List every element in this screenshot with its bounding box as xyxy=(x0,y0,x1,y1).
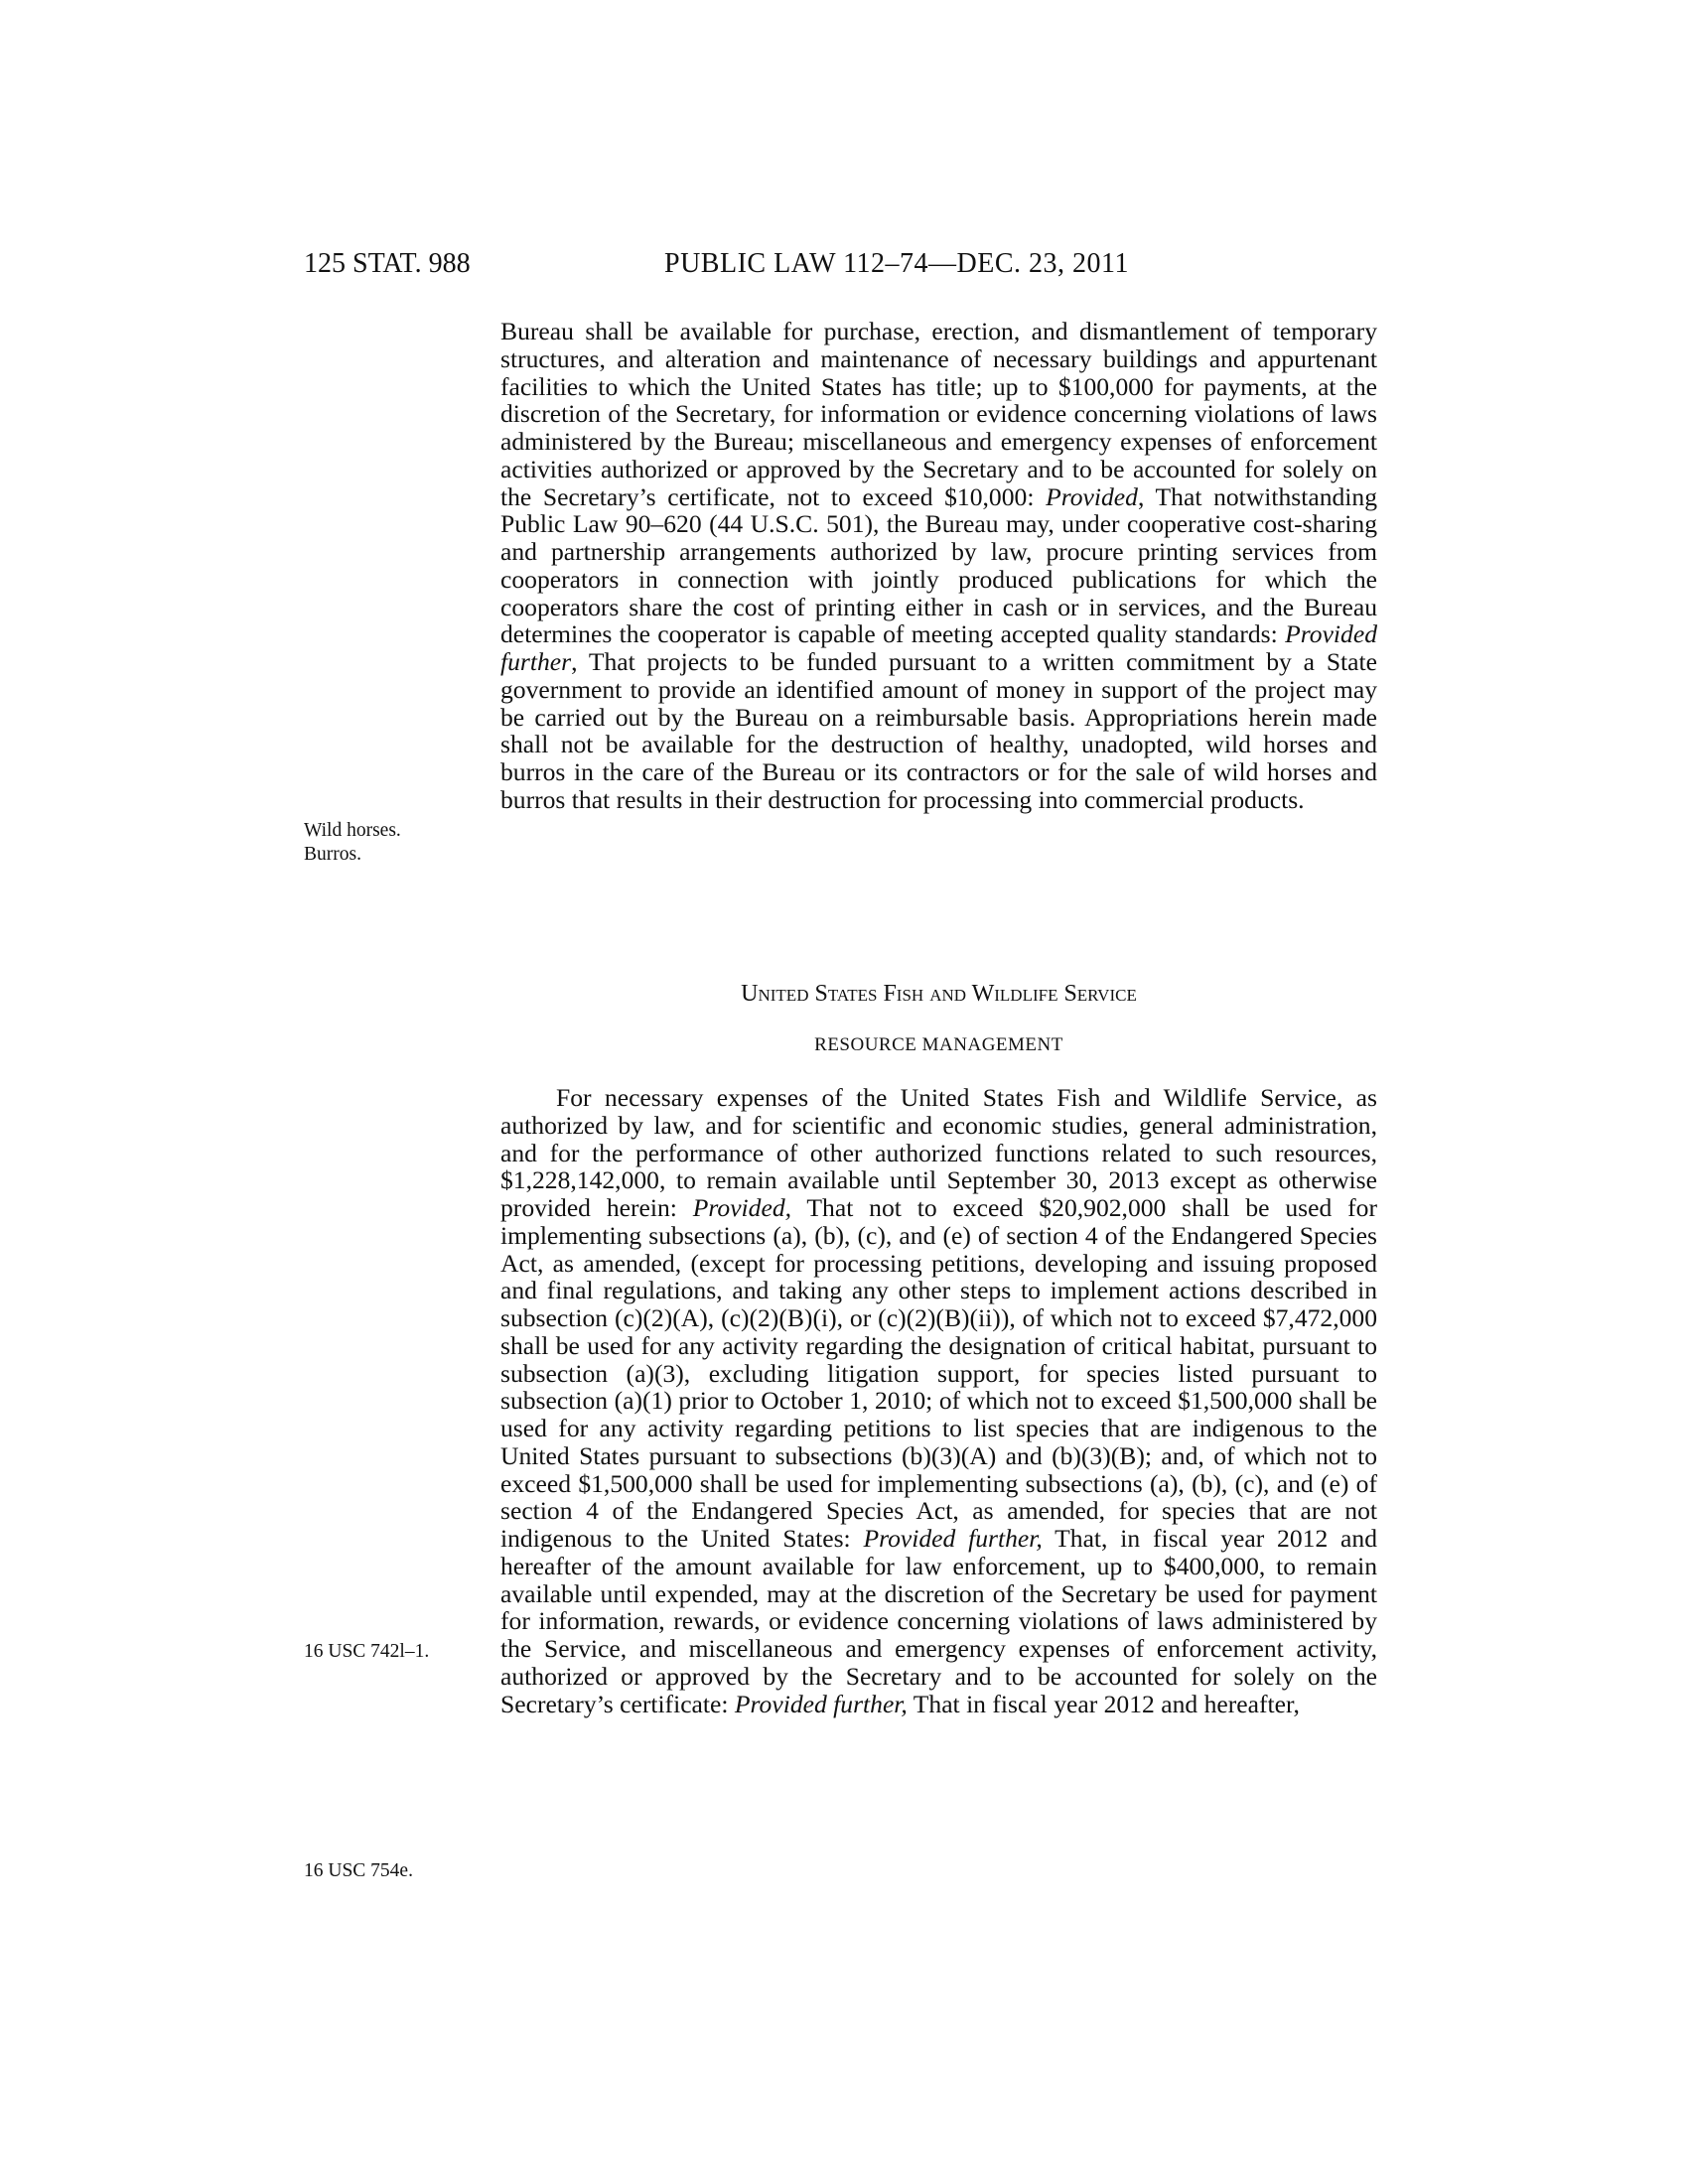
text-run: That in fiscal year 2012 and hereafter, xyxy=(907,1689,1300,1718)
agency-heading: United States Fish and Wildlife Service xyxy=(741,981,1137,1007)
text-run: , That notwithstanding Public Law 90–620 (44 U.S.C. 501), the Bureau may, under cooperative cost-sharing and partnership arrangements authorized by law, procure printing services from cooperators in connection with jointly produced publications for which the cooperators share the cost of printing either in cash or in services, and the Bureau determines the cooperator is capable of meeting accepted quality standards: xyxy=(500,481,1378,649)
provided-proviso: Provided, xyxy=(692,1193,792,1222)
text-run: , That projects to be funded pursuant to a written commitment by a State government to provide an identified amount of money in support of the project may be carried out by the Bureau on a reimbursable basis. Appropriations herein made shall not be available for the destruction of healthy, unadopted, wild horses and burros in the care of the Bureau or its contractors or for the sale of wild horses and burros that results in their destruction for processing into commercial products. xyxy=(500,647,1377,814)
stat-page-number: 125 STAT. 988 xyxy=(304,248,471,279)
page-header xyxy=(304,246,1377,282)
provided-proviso: Provided xyxy=(1046,481,1138,511)
bureau-paragraph xyxy=(500,318,1377,814)
provided-further-proviso: Provided further, xyxy=(734,1689,908,1718)
provided-further-proviso: Provided further xyxy=(500,619,1377,676)
account-heading: RESOURCE MANAGEMENT xyxy=(814,1034,1063,1055)
margin-note-wild-horses: Wild horses. xyxy=(304,820,401,841)
margin-note-usc-742l: 16 USC 742l–1. xyxy=(304,1641,430,1662)
text-run: That, in fiscal year 2012 and hereafter of the amount available for law enforcement, up to $400,000, to remain available until expended, may at the discretion of the Secretary be used for payment for information, rewards, or evidence concerning violations of laws administered by the Service, and miscellaneous and emergency expenses of enforcement activity, authorized or approved by the Secretary and to be accounted for solely on the Secretary’s certificate: xyxy=(500,1524,1377,1718)
text-run: For necessary expenses of the United States Fish and Wildlife Service, as authorized by law, and for scientific and economic studies, general administration, and for the performance of other authorized functions related to such resources, $1,228,142,000, to remain available until September 30, 2013 except as otherwise provided herein: xyxy=(500,1083,1377,1222)
margin-note-wild-horses-burros xyxy=(304,819,401,867)
resource-management-paragraph xyxy=(500,1084,1377,1717)
text-run: That not to exceed $20,902,000 shall be used for implementing subsections (a), (b), (c), and (e) of section 4 of the Endangered Species Act, as amended, (except for processing petitions, developing and issuing proposed and final regulations, and taking any other steps to implement actions described in subsection (c)(2)(A), (c)(2)(B)(i), or (c)(2)(B)(ii)), of which not to exceed $7,472,000 shall be used for any activity regarding the designation of critical habitat, pursuant to subsection (a)(3), excluding litigation support, for species listed pursuant to subsection (a)(1) prior to October 1, 2010; of which not to exceed $1,500,000 shall be used for any activity regarding petitions to list species that are indigenous to the United States pursuant to subsections (b)(3)(A) and (b)(3)(B); and, of which not to exceed $1,500,000 shall be used for implementing subsections (a), (b), (c), and (e) of section 4 of the Endangered Species Act, as amended, for species that are not indigenous to the United States: xyxy=(500,1193,1377,1553)
margin-note-burros: Burros. xyxy=(304,844,361,865)
margin-note-usc-754e: 16 USC 754e. xyxy=(304,1860,413,1881)
text-run: Bureau shall be available for purchase, erection, and dismantlement of temporary structures, and alteration and maintenance of necessary buildings and appurtenant facilities to which the United States has title; up to $100,000 for payments, at the discretion of the Secretary, for information or evidence concerning violations of laws administered by the Bureau; miscellaneous and emergency expenses of enforcement activities authorized or approved by the Secretary and to be accounted for solely on the Secretary’s certificate, not to exceed $10,000: xyxy=(500,317,1377,511)
provided-further-proviso: Provided further, xyxy=(863,1524,1043,1553)
law-title: PUBLIC LAW 112–74—DEC. 23, 2011 xyxy=(664,248,1129,279)
